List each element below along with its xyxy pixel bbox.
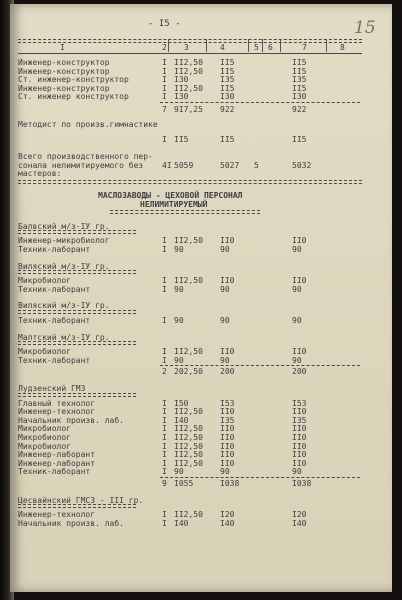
group-title: Цесвайнский ГМСЗ - III гр. <box>18 495 144 505</box>
row-label: Техник-лаборант <box>18 245 91 254</box>
cell-c2: 2 <box>162 367 167 377</box>
cell-c2: I <box>162 236 167 246</box>
cell-c3: I055 <box>174 479 194 488</box>
cell-c4: 90 <box>220 467 230 477</box>
cell-c3: II2,50 <box>174 407 203 417</box>
section-subtitle: НЕЛИМИТИРУЕМЫЙ <box>140 199 208 209</box>
cell-c2: I <box>162 284 167 294</box>
cell-c4: I038 <box>220 479 240 488</box>
cell-c7: II0 <box>292 236 307 246</box>
header-col-3: 3 <box>184 43 189 52</box>
cell-c4: 200 <box>220 367 235 377</box>
cell-c2: I <box>162 458 167 468</box>
cell-c2: I <box>162 58 167 67</box>
row-label: Инженер-конструктор <box>18 66 110 76</box>
cell-c3: II2,50 <box>174 276 203 286</box>
cell-c7: 90 <box>292 245 302 254</box>
row-label: Техник-лаборант <box>18 316 91 325</box>
cell-c7: II5 <box>292 83 307 93</box>
cell-c7: 90 <box>292 467 302 477</box>
cell-c2: I <box>162 347 167 357</box>
cell-c7: II0 <box>292 276 307 286</box>
row-label: Ст. инженер-конструктор <box>18 75 129 85</box>
cell-c3: II2,50 <box>174 433 203 442</box>
grand-total-label: сонала нелимитируемого без <box>18 160 144 170</box>
cell-c3: I50 <box>174 398 189 408</box>
cell-c3: 5059 <box>174 160 194 170</box>
cell-c4: I40 <box>220 518 235 528</box>
group-title-underline <box>18 393 136 397</box>
cell-c7: II0 <box>292 347 307 357</box>
cell-c2: 9 <box>162 479 167 488</box>
row-label: Инженер-лаборант <box>18 450 96 460</box>
cell-c7: I20 <box>292 510 307 520</box>
cell-c2: I <box>162 316 167 325</box>
cell-c4: 90 <box>220 245 230 254</box>
group-title-underline <box>18 270 136 274</box>
cell-c4: II5 <box>220 66 235 76</box>
row-label: Техник-лаборант <box>18 355 91 365</box>
group-title-underline <box>18 230 136 234</box>
cell-c3: 90 <box>174 316 184 325</box>
header-top-rule <box>18 39 362 43</box>
row-label: Ст. инженер конструктор <box>18 92 129 102</box>
cell-c2: I <box>162 92 167 102</box>
cell-c4: I30 <box>220 92 235 102</box>
column-divider <box>262 39 263 52</box>
row-label: Инженер-конструктор <box>18 83 110 93</box>
cell-c7: II0 <box>292 407 307 417</box>
cell-c4: 90 <box>220 355 230 365</box>
section-title: МАСЛОЗАВОДЫ - ЦЕХОВОЙ ПЕРСОНАЛ <box>98 191 243 201</box>
header-col-6: 6 <box>268 43 273 52</box>
cell-c3: I30 <box>174 75 189 85</box>
cell-c7: II0 <box>292 441 307 451</box>
group-title: Виляский м/з-IУ гр. <box>18 301 110 311</box>
cell-c3: II2,50 <box>174 236 203 246</box>
row-label: Техник-лаборант <box>18 284 91 294</box>
cell-c3: I30 <box>174 92 189 102</box>
cell-c4: II0 <box>220 458 235 468</box>
header-col-8: 8 <box>340 43 345 52</box>
row-label: Инженер-лаборант <box>18 458 96 468</box>
grand-total-label: мастеров: <box>18 169 62 179</box>
cell-c3: II2,50 <box>174 58 203 67</box>
header-col-1: I <box>60 43 65 52</box>
header-bottom-rule <box>18 53 362 54</box>
cell-c3: 90 <box>174 284 184 294</box>
cell-c2: I <box>162 467 167 477</box>
cell-c7: I038 <box>292 479 312 488</box>
cell-c4: I20 <box>220 510 235 520</box>
row-label: Микробиолог <box>18 424 71 434</box>
row-label: Методист по произв.гимнастике <box>18 120 158 129</box>
cell-c3: I40 <box>174 415 189 425</box>
group-title: Виляский м/з-IУ гр. <box>18 261 110 271</box>
row-label: Инженер-конструктор <box>18 58 110 67</box>
row-label: Начальник произв. лаб. <box>18 415 124 425</box>
cell-c4: II0 <box>220 236 235 246</box>
cell-c2: I <box>162 398 167 408</box>
cell-c3: 202,50 <box>174 367 203 377</box>
cell-c7: II5 <box>292 58 307 67</box>
cell-c3: II5 <box>174 135 189 144</box>
row-label: Микробиолог <box>18 276 71 286</box>
cell-c3: 90 <box>174 467 184 477</box>
cell-c4: II5 <box>220 135 235 144</box>
cell-c4: II5 <box>220 58 235 67</box>
page-number: - I5 - <box>148 19 181 29</box>
cell-c7: 90 <box>292 316 302 325</box>
cell-c2: I <box>162 75 167 85</box>
column-divider <box>168 39 169 52</box>
cell-c7: I40 <box>292 518 307 528</box>
cell-c3: II2,50 <box>174 347 203 357</box>
cell-c7: 5032 <box>292 160 312 170</box>
cell-c7: 90 <box>292 355 302 365</box>
row-label: Микробиолог <box>18 441 71 451</box>
cell-c7: I30 <box>292 92 307 102</box>
cell-c4: I53 <box>220 398 235 408</box>
header-col-2: 2 <box>162 43 167 52</box>
cell-c4: II0 <box>220 450 235 460</box>
row-label: Инженер-микробиолог <box>18 236 110 246</box>
cell-c3: I40 <box>174 518 189 528</box>
cell-c3: II2,50 <box>174 424 203 434</box>
cell-c3: II2,50 <box>174 510 203 520</box>
cell-c2: I <box>162 83 167 93</box>
cell-c2: I <box>162 245 167 254</box>
row-label: Начальник произв. лаб. <box>18 518 124 528</box>
document-page <box>10 4 392 592</box>
cell-c2: I <box>162 355 167 365</box>
cell-c2: I <box>162 441 167 451</box>
cell-c2: I <box>162 510 167 520</box>
cell-c2: I <box>162 450 167 460</box>
row-label: Инженер-технолог <box>18 510 96 520</box>
group-title: Лудзенский ГМЗ <box>18 384 86 393</box>
cell-c3: II2,50 <box>174 458 203 468</box>
cell-c2: 4I <box>162 160 172 170</box>
row-label: Техник-лаборант <box>18 467 91 477</box>
row-label: Микробиолог <box>18 433 71 442</box>
cell-c7: I53 <box>292 398 307 408</box>
cell-c4: II0 <box>220 433 235 442</box>
group-subtotal-rule <box>160 365 360 366</box>
cell-c7: 200 <box>292 367 307 377</box>
cell-c2: I <box>162 135 167 144</box>
cell-c7: II0 <box>292 424 307 434</box>
header-col-5: 5 <box>254 43 259 52</box>
column-divider <box>248 39 249 52</box>
cell-c4: 90 <box>220 316 230 325</box>
cell-c2: I <box>162 433 167 442</box>
cell-c4: I35 <box>220 75 235 85</box>
cell-c2: 7 <box>162 105 167 114</box>
column-divider <box>326 39 327 52</box>
cell-c4: II0 <box>220 424 235 434</box>
subtotal-rule <box>160 102 360 103</box>
cell-c4: II0 <box>220 276 235 286</box>
cell-c3: II2,50 <box>174 441 203 451</box>
cell-c2: I <box>162 415 167 425</box>
group-subtotal-rule <box>160 477 360 478</box>
cell-c7: II0 <box>292 458 307 468</box>
group-title-underline <box>18 310 136 314</box>
cell-c4: II0 <box>220 347 235 357</box>
cell-c7: 90 <box>292 284 302 294</box>
cell-c7: I35 <box>292 415 307 425</box>
cell-c2: I <box>162 424 167 434</box>
cell-c7: II5 <box>292 66 307 76</box>
cell-c7: 922 <box>292 105 307 114</box>
grand-total-label: Всего производственного пер- <box>18 152 153 161</box>
cell-c4: I35 <box>220 415 235 425</box>
cell-c4: II0 <box>220 407 235 417</box>
cell-c7: II0 <box>292 450 307 460</box>
group-title: Малтский м/з-IУ гр. <box>18 332 110 342</box>
cell-c2: I <box>162 518 167 528</box>
handwritten-page-number: 15 <box>354 18 376 38</box>
group-title-underline <box>18 504 136 508</box>
column-divider <box>280 39 281 52</box>
cell-c3: 90 <box>174 355 184 365</box>
cell-c4: 5027 <box>220 160 240 170</box>
grand-total-rule <box>18 180 362 184</box>
row-label: Главный технолог <box>18 398 96 408</box>
cell-c4: II5 <box>220 83 235 93</box>
group-title: Балвский м/з-IУ гр. <box>18 221 110 231</box>
cell-c5: 5 <box>254 160 259 170</box>
cell-c3: II2,50 <box>174 450 203 460</box>
row-label: Инженер-технолог <box>18 407 96 417</box>
cell-c4: 922 <box>220 105 235 114</box>
cell-c3: 9I7,25 <box>174 105 203 114</box>
cell-c4: 90 <box>220 284 230 294</box>
cell-c2: I <box>162 276 167 286</box>
group-title-underline <box>18 341 136 345</box>
header-col-7: 7 <box>302 43 307 52</box>
section-title-underline <box>110 210 260 214</box>
cell-c7: II5 <box>292 135 307 144</box>
cell-c3: 90 <box>174 245 184 254</box>
cell-c7: II0 <box>292 433 307 442</box>
cell-c4: II0 <box>220 441 235 451</box>
cell-c3: II2,50 <box>174 83 203 93</box>
cell-c7: I35 <box>292 75 307 85</box>
column-divider <box>206 39 207 52</box>
cell-c3: II2,50 <box>174 66 203 76</box>
header-col-4: 4 <box>220 43 225 52</box>
cell-c2: I <box>162 66 167 76</box>
row-label: Микробиолог <box>18 347 71 357</box>
cell-c2: I <box>162 407 167 417</box>
